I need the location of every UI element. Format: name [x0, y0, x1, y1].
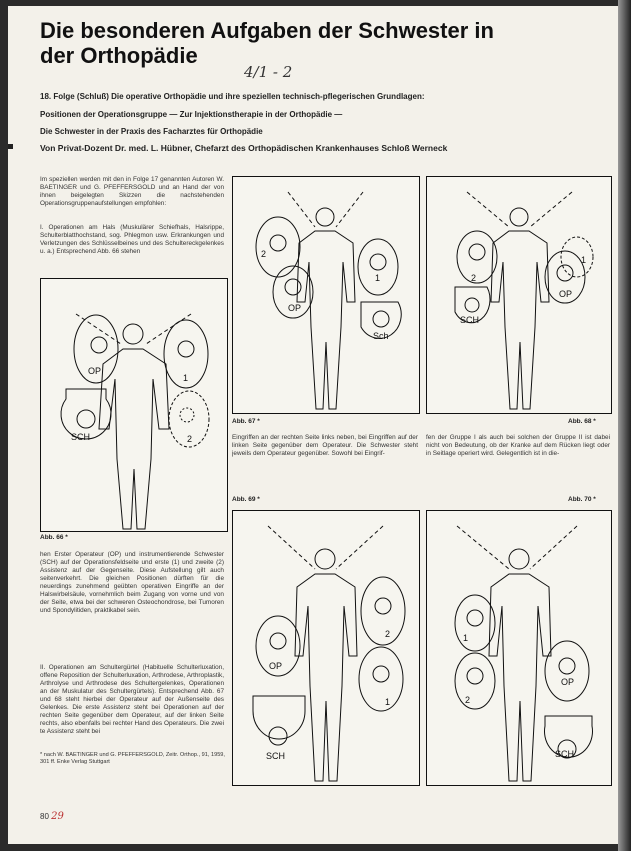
fig66-label-1: 1: [183, 373, 189, 383]
fig70-label-sch: SCH: [555, 749, 575, 759]
fig69-label-op: OP: [269, 661, 283, 671]
fig69-label-sch: SCH: [266, 751, 286, 761]
fig68-label-sch: SCH: [460, 315, 480, 325]
column-1-continued: hen Erster Operateur (OP) und instrumentierende Schwester (SCH) auf der Operationsfeldseite und erste (1) und zweite (2) Assistenz auf der Gegenseite. Diese Aufstellung gilt auch seitenverkehrt. Die gleichen Positionen dürften für die neuerdings zunehmend geübten operativen Eingriffe an der Halswirbelsäule, vornehmlich beim Zugang von vorne und von der Seite, etwa bei der schweren Osteochondrose, bei Tumoren und Spondylitiden, praktikabel sein.: [40, 551, 224, 614]
fig70-label-op: OP: [561, 677, 575, 687]
document-page: [8, 6, 618, 844]
footnote: * nach W. BAETINGER und G. PFEFFERSGOLD, Zeitr. Orthop., 91, 1959, 301 ff. Enke Verlag Stuttgart: [40, 752, 225, 765]
fig66-label-2: 2: [187, 434, 193, 444]
figure-70: [426, 510, 612, 786]
fig69-label-2: 2: [385, 629, 391, 639]
margin-mark: [8, 144, 13, 149]
figure-69-caption: Abb. 69 *: [232, 496, 260, 503]
fig66-label-op: OP: [88, 366, 102, 376]
figure-68: [426, 176, 612, 414]
fig67-label-sch: Sch: [373, 331, 389, 341]
figure-67-caption: Abb. 67 *: [232, 418, 260, 425]
intro-paragraph: Im speziellen werden mit den in Folge 17 genannten Autoren W. BAETINGER und G. PFEFFERSGOLD und an Hand der von ihnen beigelegten Skizzen die nachstehenden Operationsgruppenaufstellungen empfohlen:: [40, 176, 224, 207]
figure-66-caption: Abb. 66 *: [40, 534, 68, 541]
column-3-paragraph: fen der Gruppe I als auch bei solchen der Gruppe II ist dabei nicht von Bedeutung, ob der Kranke auf dem Rücken liegt oder in Seitlage operiert wird. Gelegentlich ist in die-: [426, 434, 610, 457]
fig70-label-1: 1: [463, 633, 469, 643]
page-number: [40, 811, 64, 822]
page-number-printed: 80: [40, 812, 49, 821]
column-2-paragraph: Eingriffen an der rechten Seite links neben, bei Eingriffen auf der linken Seite gegenüber dem Operateur. Die Schwester steht jeweils dem Operateur gegenüber. Sowohl bei Eingrif-: [232, 434, 418, 457]
figure-67: [232, 176, 420, 414]
figure-66: [40, 278, 228, 532]
fig69-label-1: 1: [385, 697, 391, 707]
fig67-label-op: OP: [288, 303, 302, 313]
handwritten-note: 4/1 - 2: [244, 63, 293, 81]
subtitle-line-1: 18. Folge (Schluß) Die operative Orthopädie und ihre speziellen technisch-pflegerischen Grundlagen:: [40, 92, 425, 101]
fig68-label-1: 1: [581, 255, 587, 265]
section-2-paragraph: II. Operationen am Schultergürtel (Habituelle Schulterluxation, offene Reposition der Schulterluxation, Arthrodese, Arthroplastik, Arthrolyse und Arthrodese des Schultergelenkes, Operationen an der Muskulatur des Schultergürtels). Entsprechend Abb. 67 und 68 steht hierbei der Operateur auf der Außenseite des Gelenkes. Die erste Assistenz steht bei Operationen auf der rechten Seite gegenüber dem Operateur, auf der linken Seite rechts, also ebenfalls bei rechter Hand des Operateurs. Die zwei te Assistenz steht bei: [40, 664, 224, 735]
binding-shadow: [618, 0, 631, 851]
fig68-label-2: 2: [471, 273, 477, 283]
fig67-label-1: 1: [375, 273, 381, 283]
section-1-paragraph: I. Operationen am Hals (Muskulärer Schiefhals, Halsrippe, Schulterblatthochstand, sog. Phlegmon usw. Erkrankungen und Verletzungen des Schlüsselbeines und des Schultereckgelenkes u. a.) Entsprechend Abb. 66 stehen: [40, 224, 224, 255]
figure-70-caption: Abb. 70 *: [568, 496, 596, 503]
fig68-label-op: OP: [559, 289, 573, 299]
subtitle-line-2: Positionen der Operationsgruppe — Zur Injektionstherapie in der Orthopädie —: [40, 110, 343, 119]
byline: Von Privat-Dozent Dr. med. L. Hübner, Chefarzt des Orthopädischen Krankenhauses Schloß Werneck: [40, 143, 448, 153]
fig67-label-2: 2: [261, 249, 267, 259]
page-number-handwritten: 29: [51, 811, 64, 822]
subtitle-line-3: Die Schwester in der Praxis des Facharztes für Orthopädie: [40, 127, 263, 136]
fig70-label-2: 2: [465, 695, 471, 705]
fig66-label-sch: SCH: [71, 432, 91, 442]
article-title: Die besonderen Aufgaben der Schwester in der Orthopädie: [40, 18, 494, 68]
figure-68-caption: Abb. 68 *: [568, 418, 596, 425]
figure-69: [232, 510, 420, 786]
